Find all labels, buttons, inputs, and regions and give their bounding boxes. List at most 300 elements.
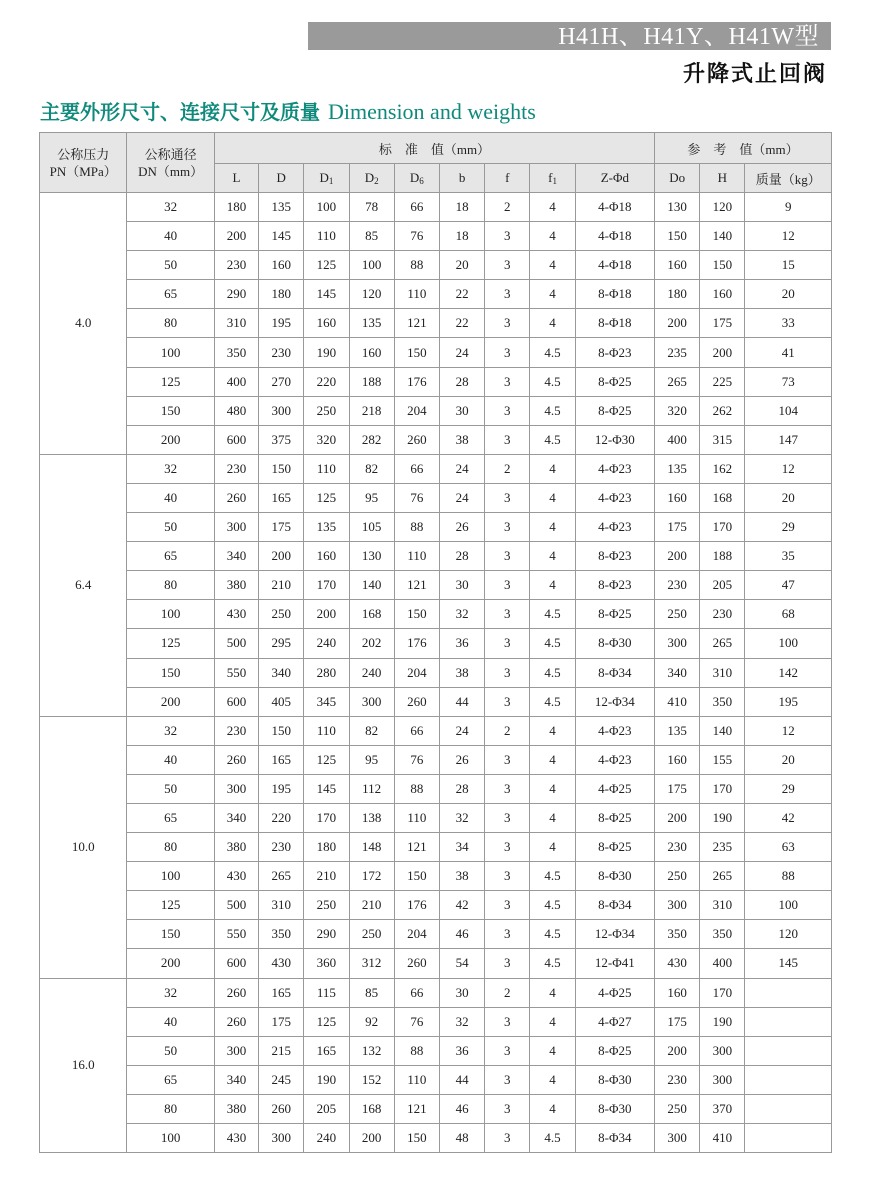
table-cell: 190	[700, 1007, 745, 1036]
table-cell: 130	[349, 542, 394, 571]
table-cell: 265	[259, 862, 304, 891]
table-cell: 145	[304, 774, 349, 803]
dn-cell: 80	[127, 833, 214, 862]
table-cell: 8-Φ25	[575, 803, 654, 832]
table-cell: 110	[394, 803, 439, 832]
dn-header-unit: DN（mm）	[138, 163, 204, 179]
table-cell: 300	[349, 687, 394, 716]
table-cell: 160	[349, 338, 394, 367]
table-cell: 300	[700, 1036, 745, 1065]
dn-cell: 50	[127, 513, 214, 542]
table-cell: 235	[700, 833, 745, 862]
dn-cell: 32	[127, 978, 214, 1007]
table-cell: 3	[485, 1065, 530, 1094]
table-cell: 600	[214, 687, 258, 716]
table-cell: 345	[304, 687, 349, 716]
table-cell: 430	[214, 600, 258, 629]
table-row	[40, 600, 832, 629]
table-cell: 8-Φ30	[575, 862, 654, 891]
table-cell: 12	[745, 222, 832, 251]
table-cell: 260	[394, 425, 439, 454]
table-cell: 110	[394, 1065, 439, 1094]
table-cell: 600	[214, 949, 258, 978]
table-cell: 8-Φ18	[575, 309, 654, 338]
table-cell: 160	[655, 251, 700, 280]
table-cell: 44	[439, 1065, 484, 1094]
table-cell: 340	[655, 658, 700, 687]
table-cell: 20	[745, 483, 832, 512]
table-cell: 76	[394, 483, 439, 512]
table-cell: 26	[439, 745, 484, 774]
table-row	[40, 483, 832, 512]
table-cell: 138	[349, 803, 394, 832]
table-cell: 300	[214, 774, 258, 803]
table-cell: 4	[530, 571, 575, 600]
table-row	[40, 425, 832, 454]
dn-cell: 32	[127, 193, 214, 222]
table-row	[40, 309, 832, 338]
dn-cell: 40	[127, 1007, 214, 1036]
table-cell: 290	[304, 920, 349, 949]
column-header: 质量（kg）	[745, 164, 832, 193]
table-cell: 33	[745, 309, 832, 338]
table-row	[40, 862, 832, 891]
table-cell: 4	[530, 1036, 575, 1065]
dn-header-cn: 公称通径	[144, 146, 197, 162]
table-cell: 310	[700, 658, 745, 687]
table-cell: 8-Φ34	[575, 891, 654, 920]
table-row	[40, 513, 832, 542]
table-cell: 4	[530, 803, 575, 832]
table-row	[40, 920, 832, 949]
table-cell: 3	[485, 1094, 530, 1123]
table-row	[40, 1094, 832, 1123]
dn-cell: 65	[127, 542, 214, 571]
table-cell: 260	[394, 949, 439, 978]
table-cell: 500	[214, 891, 258, 920]
table-cell: 480	[214, 396, 258, 425]
table-cell: 20	[439, 251, 484, 280]
model-banner	[308, 22, 831, 50]
section-title-en: Dimension and weights	[328, 99, 536, 124]
table-cell: 3	[485, 833, 530, 862]
table-cell: 250	[655, 600, 700, 629]
table-cell: 265	[700, 629, 745, 658]
table-cell: 220	[259, 803, 304, 832]
table-cell: 3	[485, 658, 530, 687]
table-cell: 160	[700, 280, 745, 309]
table-cell: 100	[745, 891, 832, 920]
table-row	[40, 454, 832, 483]
table-cell: 200	[259, 542, 304, 571]
table-cell: 95	[349, 483, 394, 512]
table-cell: 260	[214, 745, 258, 774]
table-row	[40, 1036, 832, 1065]
table-cell: 8-Φ30	[575, 1094, 654, 1123]
table-cell: 340	[214, 1065, 258, 1094]
table-cell: 230	[700, 600, 745, 629]
table-cell: 360	[304, 949, 349, 978]
dn-cell: 80	[127, 571, 214, 600]
table-row	[40, 222, 832, 251]
table-cell: 300	[214, 1036, 258, 1065]
table-cell: 110	[304, 454, 349, 483]
table-cell: 320	[304, 425, 349, 454]
dn-cell: 50	[127, 251, 214, 280]
table-cell: 230	[259, 338, 304, 367]
table-cell: 36	[439, 629, 484, 658]
dn-cell: 65	[127, 1065, 214, 1094]
table-cell: 162	[700, 454, 745, 483]
table-row	[40, 193, 832, 222]
table-cell: 8-Φ30	[575, 629, 654, 658]
table-cell: 4.5	[530, 367, 575, 396]
table-cell: 46	[439, 920, 484, 949]
table-cell: 135	[655, 716, 700, 745]
table-cell: 82	[349, 716, 394, 745]
table-cell: 92	[349, 1007, 394, 1036]
table-cell: 2	[485, 193, 530, 222]
table-cell: 3	[485, 629, 530, 658]
table-cell: 340	[214, 803, 258, 832]
table-cell: 160	[304, 542, 349, 571]
dn-cell: 80	[127, 309, 214, 338]
table-cell: 88	[394, 774, 439, 803]
table-cell: 88	[394, 513, 439, 542]
table-cell: 176	[394, 891, 439, 920]
table-cell: 125	[304, 251, 349, 280]
table-cell: 240	[304, 1124, 349, 1153]
table-cell: 270	[259, 367, 304, 396]
table-row	[40, 251, 832, 280]
table-cell: 2	[485, 454, 530, 483]
dn-cell: 40	[127, 745, 214, 774]
table-cell: 4-Φ23	[575, 483, 654, 512]
table-cell: 88	[394, 1036, 439, 1065]
table-cell: 300	[214, 513, 258, 542]
table-cell: 3	[485, 367, 530, 396]
table-cell: 105	[349, 513, 394, 542]
table-cell: 195	[259, 309, 304, 338]
product-subtitle: 升降式止回阀	[682, 62, 827, 87]
table-cell: 160	[655, 978, 700, 1007]
dn-cell: 150	[127, 920, 214, 949]
table-cell: 66	[394, 978, 439, 1007]
table-cell: 82	[349, 454, 394, 483]
table-cell: 4	[530, 833, 575, 862]
table-cell: 46	[439, 1094, 484, 1123]
pn-cell: 4.0	[40, 193, 127, 455]
table-cell: 4	[530, 745, 575, 774]
table-cell: 3	[485, 745, 530, 774]
table-cell: 280	[304, 658, 349, 687]
table-cell: 245	[259, 1065, 304, 1094]
table-cell: 44	[439, 687, 484, 716]
table-cell: 3	[485, 251, 530, 280]
table-cell: 8-Φ25	[575, 1036, 654, 1065]
table-cell: 175	[655, 774, 700, 803]
table-row	[40, 367, 832, 396]
table-cell: 180	[214, 193, 258, 222]
table-cell	[745, 1094, 832, 1123]
table-cell: 4-Φ23	[575, 454, 654, 483]
table-cell: 4-Φ25	[575, 978, 654, 1007]
section-title-cn: 主要外形尺寸、连接尺寸及质量	[40, 100, 320, 124]
table-cell: 150	[700, 251, 745, 280]
table-cell: 160	[655, 745, 700, 774]
table-cell: 4.5	[530, 600, 575, 629]
table-cell: 12	[745, 716, 832, 745]
column-header: $D_1$	[304, 164, 349, 193]
table-cell: 210	[259, 571, 304, 600]
table-cell: 120	[745, 920, 832, 949]
table-cell: 30	[439, 396, 484, 425]
table-cell: 210	[304, 862, 349, 891]
table-cell: 24	[439, 338, 484, 367]
table-cell: 95	[349, 745, 394, 774]
dn-cell: 125	[127, 629, 214, 658]
table-cell: 205	[700, 571, 745, 600]
pn-header-cn: 公称压力	[57, 146, 110, 162]
table-cell: 145	[259, 222, 304, 251]
table-cell: 235	[655, 338, 700, 367]
table-row	[40, 338, 832, 367]
table-cell: 8-Φ23	[575, 542, 654, 571]
table-cell: 155	[700, 745, 745, 774]
table-cell: 218	[349, 396, 394, 425]
table-cell: 76	[394, 222, 439, 251]
table-row	[40, 1124, 832, 1153]
table-cell: 230	[214, 454, 258, 483]
table-cell: 12-Φ41	[575, 949, 654, 978]
column-header: Do	[655, 164, 700, 193]
table-cell: 260	[394, 687, 439, 716]
dn-cell: 40	[127, 483, 214, 512]
table-row	[40, 716, 832, 745]
table-cell: 85	[349, 978, 394, 1007]
table-row	[40, 949, 832, 978]
table-cell: 3	[485, 1007, 530, 1036]
table-cell: 4.5	[530, 920, 575, 949]
table-cell: 41	[745, 338, 832, 367]
table-cell: 145	[304, 280, 349, 309]
table-cell: 18	[439, 222, 484, 251]
table-cell: 195	[745, 687, 832, 716]
table-cell: 200	[655, 309, 700, 338]
table-cell: 42	[439, 891, 484, 920]
table-cell	[745, 1036, 832, 1065]
table-cell: 250	[304, 396, 349, 425]
table-cell: 175	[700, 309, 745, 338]
table-cell: 290	[214, 280, 258, 309]
table-cell: 202	[349, 629, 394, 658]
table-row	[40, 745, 832, 774]
dn-cell: 150	[127, 396, 214, 425]
table-cell: 3	[485, 338, 530, 367]
table-cell: 38	[439, 862, 484, 891]
table-cell: 204	[394, 396, 439, 425]
table-cell: 200	[214, 222, 258, 251]
table-cell: 300	[655, 629, 700, 658]
table-cell: 26	[439, 513, 484, 542]
table-cell: 180	[304, 833, 349, 862]
table-cell: 4-Φ23	[575, 745, 654, 774]
table-cell: 4-Φ18	[575, 222, 654, 251]
table-cell: 121	[394, 833, 439, 862]
table-cell: 20	[745, 745, 832, 774]
table-cell: 2	[485, 978, 530, 1007]
table-cell: 150	[394, 1124, 439, 1153]
table-cell: 170	[304, 571, 349, 600]
table-cell: 8-Φ25	[575, 600, 654, 629]
dn-cell: 32	[127, 454, 214, 483]
table-cell: 54	[439, 949, 484, 978]
table-cell: 150	[259, 454, 304, 483]
column-header: $D_6$	[394, 164, 439, 193]
table-cell: 145	[745, 949, 832, 978]
table-cell: 4.5	[530, 949, 575, 978]
table-cell: 215	[259, 1036, 304, 1065]
table-cell: 4.5	[530, 687, 575, 716]
table-cell: 28	[439, 774, 484, 803]
column-header: b	[439, 164, 484, 193]
table-cell: 3	[485, 803, 530, 832]
table-cell	[745, 1065, 832, 1094]
table-cell: 310	[259, 891, 304, 920]
table-cell: 66	[394, 454, 439, 483]
table-cell: 300	[655, 891, 700, 920]
table-cell: 4-Φ25	[575, 774, 654, 803]
table-cell: 78	[349, 193, 394, 222]
table-cell: 4-Φ27	[575, 1007, 654, 1036]
table-cell: 30	[439, 978, 484, 1007]
table-cell: 4	[530, 1065, 575, 1094]
table-cell: 400	[700, 949, 745, 978]
column-header: H	[700, 164, 745, 193]
table-cell: 29	[745, 774, 832, 803]
table-cell: 260	[214, 978, 258, 1007]
table-cell: 4.5	[530, 862, 575, 891]
table-cell: 30	[439, 571, 484, 600]
table-cell: 34	[439, 833, 484, 862]
dn-cell: 200	[127, 687, 214, 716]
table-cell: 340	[214, 542, 258, 571]
table-cell: 32	[439, 1007, 484, 1036]
table-row	[40, 978, 832, 1007]
standard-values-header: 标 准 值（mm）	[214, 133, 654, 164]
table-row	[40, 1065, 832, 1094]
table-cell: 165	[259, 745, 304, 774]
table-cell: 135	[259, 193, 304, 222]
table-cell: 230	[655, 833, 700, 862]
table-cell: 300	[655, 1124, 700, 1153]
table-cell: 180	[655, 280, 700, 309]
dn-cell: 125	[127, 891, 214, 920]
table-cell: 88	[745, 862, 832, 891]
table-cell: 125	[304, 1007, 349, 1036]
table-cell: 200	[349, 1124, 394, 1153]
table-cell: 148	[349, 833, 394, 862]
table-cell: 175	[259, 1007, 304, 1036]
table-cell: 210	[349, 891, 394, 920]
table-cell: 110	[304, 716, 349, 745]
table-cell: 4.5	[530, 629, 575, 658]
table-cell: 100	[745, 629, 832, 658]
column-header: f	[485, 164, 530, 193]
table-cell: 230	[655, 571, 700, 600]
table-cell: 300	[259, 396, 304, 425]
table-cell: 3	[485, 891, 530, 920]
table-cell: 130	[655, 193, 700, 222]
table-row	[40, 891, 832, 920]
table-cell: 168	[700, 483, 745, 512]
table-cell: 4	[530, 716, 575, 745]
table-cell: 400	[655, 425, 700, 454]
table-cell: 135	[349, 309, 394, 338]
table-cell: 140	[700, 716, 745, 745]
table-cell: 188	[349, 367, 394, 396]
table-cell: 172	[349, 862, 394, 891]
table-row	[40, 803, 832, 832]
table-cell: 220	[304, 367, 349, 396]
table-cell: 410	[655, 687, 700, 716]
table-cell: 200	[655, 542, 700, 571]
table-cell: 600	[214, 425, 258, 454]
table-cell: 24	[439, 454, 484, 483]
column-header: Z-Φd	[575, 164, 654, 193]
table-cell: 85	[349, 222, 394, 251]
table-cell: 3	[485, 571, 530, 600]
table-cell: 4	[530, 309, 575, 338]
table-cell: 152	[349, 1065, 394, 1094]
table-cell: 24	[439, 483, 484, 512]
table-cell: 410	[700, 1124, 745, 1153]
table-cell: 4	[530, 1094, 575, 1123]
table-cell: 22	[439, 280, 484, 309]
table-cell: 265	[655, 367, 700, 396]
table-cell: 24	[439, 716, 484, 745]
table-cell	[745, 978, 832, 1007]
model-banner-text: H41H、H41Y、H41W型	[558, 24, 819, 50]
table-cell: 165	[304, 1036, 349, 1065]
table-cell: 204	[394, 920, 439, 949]
column-header: $f_1$	[530, 164, 575, 193]
table-row	[40, 629, 832, 658]
table-row	[40, 658, 832, 687]
table-cell	[745, 1124, 832, 1153]
table-cell: 3	[485, 1036, 530, 1065]
table-cell: 3	[485, 774, 530, 803]
table-cell: 175	[655, 1007, 700, 1036]
table-cell: 125	[304, 745, 349, 774]
table-cell: 4.5	[530, 1124, 575, 1153]
table-cell: 3	[485, 687, 530, 716]
table-cell: 8-Φ25	[575, 396, 654, 425]
table-cell: 200	[304, 600, 349, 629]
table-cell: 4.5	[530, 891, 575, 920]
table-cell: 300	[700, 1065, 745, 1094]
dn-header	[127, 133, 214, 193]
table-cell: 168	[349, 1094, 394, 1123]
table-cell: 170	[700, 978, 745, 1007]
table-cell: 36	[439, 1036, 484, 1065]
table-cell: 73	[745, 367, 832, 396]
dn-cell: 40	[127, 222, 214, 251]
table-cell: 18	[439, 193, 484, 222]
table-cell: 142	[745, 658, 832, 687]
table-row	[40, 280, 832, 309]
table-cell: 8-Φ30	[575, 1065, 654, 1094]
